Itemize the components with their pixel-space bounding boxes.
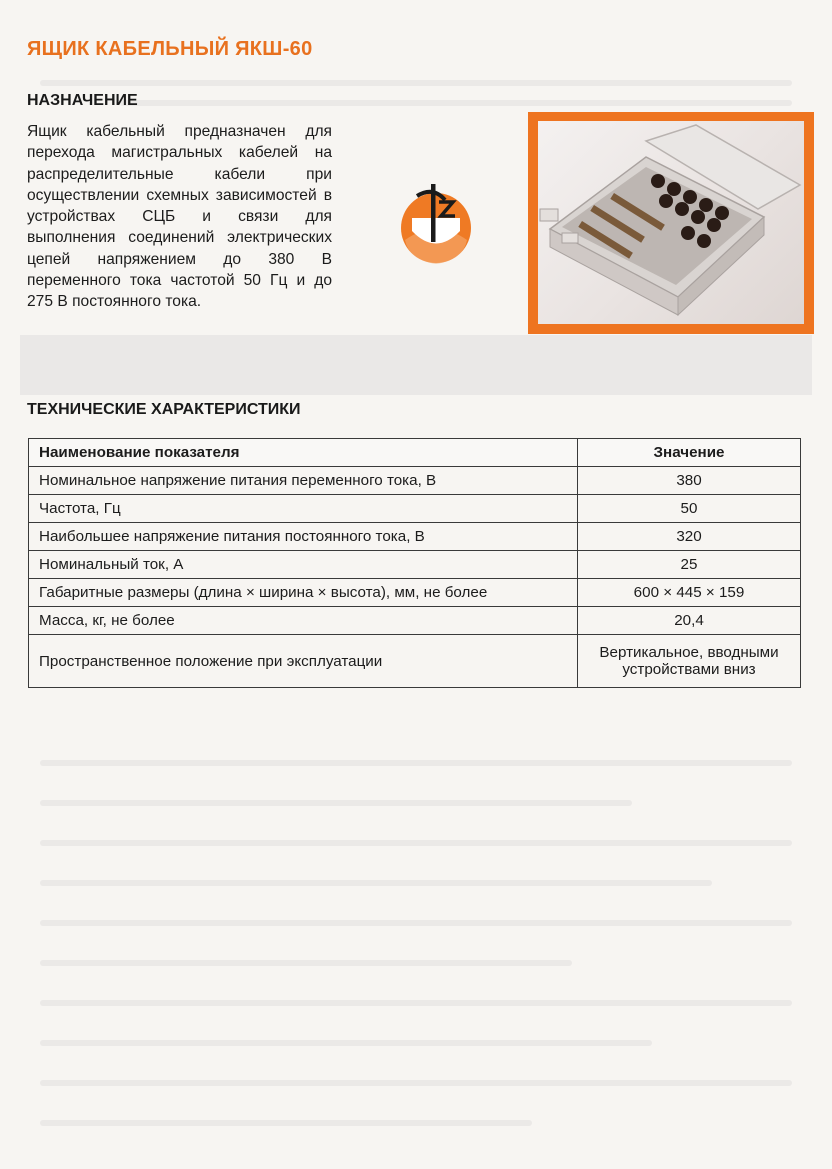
table-row — [29, 523, 801, 551]
table-row — [29, 495, 801, 523]
purpose-text: Ящик кабельный предназначен для перехода магистральных кабелей на распределительные кабели при осуществлении схемных зависимостей в устройствах СЦБ и связи для выполнения соединений электрических цепей напряжением до 380 В переменного тока частотой 50 Гц и до 275 В постоянного тока. — [27, 123, 332, 311]
spec-value: 600 × 445 × 159 — [578, 579, 801, 607]
bleed-through-line — [40, 880, 712, 886]
bleed-through-line — [40, 800, 632, 806]
spec-value: 380 — [578, 467, 801, 495]
spec-name: Габаритные размеры (длина × ширина × высота), мм, не более — [29, 579, 578, 607]
bleed-through-line — [40, 960, 572, 966]
purpose-heading: НАЗНАЧЕНИЕ — [27, 92, 138, 109]
railway-signal-emblem-icon — [397, 178, 475, 270]
bleed-through-line — [120, 100, 792, 106]
spec-name: Частота, Гц — [29, 495, 578, 523]
column-header-name: Наименование показателя — [29, 439, 578, 467]
photo-content — [538, 121, 804, 324]
bleed-through-line — [40, 80, 792, 86]
table-header-row — [29, 439, 801, 467]
table-row — [29, 467, 801, 495]
spec-name: Номинальное напряжение питания переменного тока, В — [29, 467, 578, 495]
cable-box-illustration — [538, 121, 804, 324]
bleed-through-band — [20, 335, 812, 395]
bleed-through-line — [40, 760, 792, 766]
bleed-through-line — [40, 1000, 792, 1006]
spec-value: 50 — [578, 495, 801, 523]
spec-value: 20,4 — [578, 607, 801, 635]
spec-name: Номинальный ток, А — [29, 551, 578, 579]
spec-name: Пространственное положение при эксплуатации — [29, 635, 578, 688]
bleed-through-line — [40, 840, 792, 846]
column-header-value: Значение — [578, 439, 801, 467]
bleed-through-line — [40, 1080, 792, 1086]
spec-name: Масса, кг, не более — [29, 607, 578, 635]
bleed-through-line — [40, 1040, 652, 1046]
document-title: ЯЩИК КАБЕЛЬНЫЙ ЯКШ-60 — [27, 38, 313, 60]
table-row — [29, 607, 801, 635]
spec-value: 320 — [578, 523, 801, 551]
table-row — [29, 579, 801, 607]
table-row — [29, 635, 801, 688]
specs-heading: ТЕХНИЧЕСКИЕ ХАРАКТЕРИСТИКИ — [27, 401, 301, 418]
specs-table — [28, 438, 801, 688]
bleed-through-line — [40, 920, 792, 926]
cable-box-photo — [528, 112, 814, 334]
table-row — [29, 551, 801, 579]
spec-name: Наибольшее напряжение питания постоянного тока, В — [29, 523, 578, 551]
bleed-through-line — [40, 1120, 532, 1126]
spec-value: Вертикальное, вводными устройствами вниз — [578, 635, 801, 688]
spec-value: 25 — [578, 551, 801, 579]
